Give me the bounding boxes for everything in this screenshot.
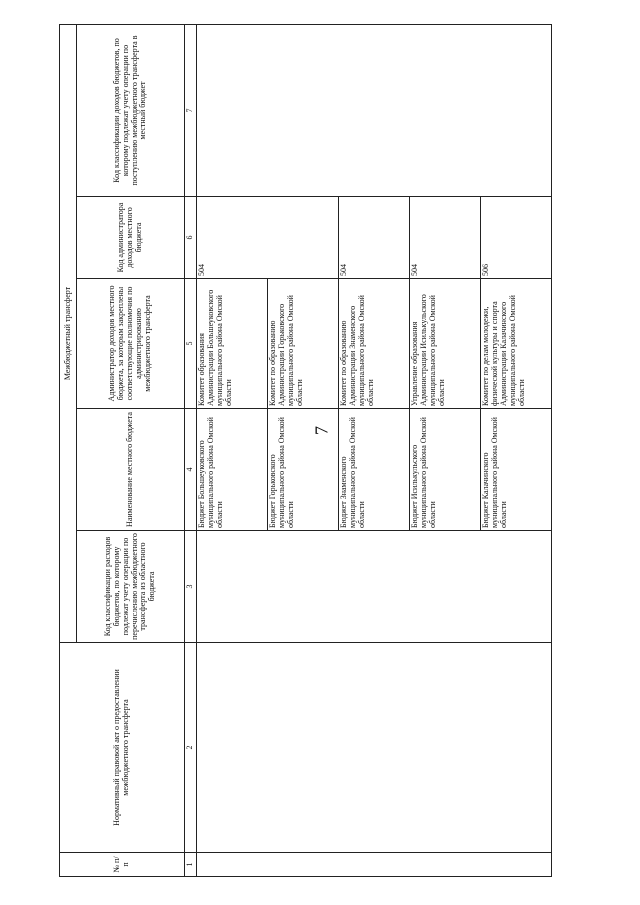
- table-row: [197, 24, 268, 876]
- header-admin-code: Код администратора доходов местного бюджета: [77, 197, 185, 279]
- column-number: 1: [185, 853, 197, 877]
- cell-normative-act: [197, 643, 552, 853]
- cell-administrator: Комитет образования Администрации Большеуковского муниципального района Омской области: [197, 279, 268, 409]
- header-budget-name: Наименование местного бюджета: [77, 409, 185, 531]
- column-number: 7: [185, 24, 197, 196]
- column-number: 5: [185, 279, 197, 409]
- interbudget-transfer-table: [59, 24, 552, 877]
- cell-administrator: Комитет по делам молодежи, физической культуры и спорта Администрации Калачинского муниципального района Омской области: [481, 279, 552, 409]
- cell-budget-name: Бюджет Большеуковского муниципального района Омской области: [197, 409, 268, 531]
- header-normative-act: Нормативный правовой акт о предоставлении межбюджетного трансферта: [60, 643, 185, 853]
- cell-administrator: Управление образования Администрации Исилькульского муниципального района Омской области: [410, 279, 481, 409]
- cell-administrator: Комитет по образованию Администрации Горьковского муниципального района Омской области: [268, 279, 339, 409]
- cell-expense-code: [197, 531, 552, 643]
- column-number: 2: [185, 643, 197, 853]
- rotated-table-container: [59, 25, 629, 877]
- header-income-code: Код классификации доходов бюджетов, по которому подлежат учету операции по поступлению межбюджетного трансферта в местный бюджет: [77, 24, 185, 196]
- cell-admin-code: 506: [481, 197, 552, 279]
- cell-admin-code: 504: [197, 197, 339, 279]
- cell-budget-name: Бюджет Знаменского муниципального района Омской области: [339, 409, 410, 531]
- cell-admin-code: 504: [410, 197, 481, 279]
- header-expense-code: Код классификации расходов бюджетов, по которому подлежат учету операции по перечислению межбюджетного трансферта из областного бюджета: [77, 531, 185, 643]
- header-group-title: Межбюджетный трансферт: [60, 24, 77, 642]
- header-num: № п/п: [60, 853, 185, 877]
- cell-admin-code: 504: [339, 197, 410, 279]
- cell-num: [197, 853, 552, 877]
- column-number: 4: [185, 409, 197, 531]
- cell-budget-name: Бюджет Исилькульского муниципального района Омской области: [410, 409, 481, 531]
- cell-budget-name: Бюджет Калачинского муниципального района Омской области: [481, 409, 552, 531]
- column-number: 6: [185, 197, 197, 279]
- cell-income-code: [197, 24, 552, 196]
- column-number: 3: [185, 531, 197, 643]
- cell-administrator: Комитет по образованию Администрации Знаменского муниципального района Омской области: [339, 279, 410, 409]
- cell-budget-name: Бюджет Горьковского муниципального района Омской области: [268, 409, 339, 531]
- page-number: 7: [311, 426, 332, 435]
- header-administrator: Администратор доходов местного бюджета, за которым закреплены соответствующие полномочия по администрированию межбюджетного трансферта: [77, 279, 185, 409]
